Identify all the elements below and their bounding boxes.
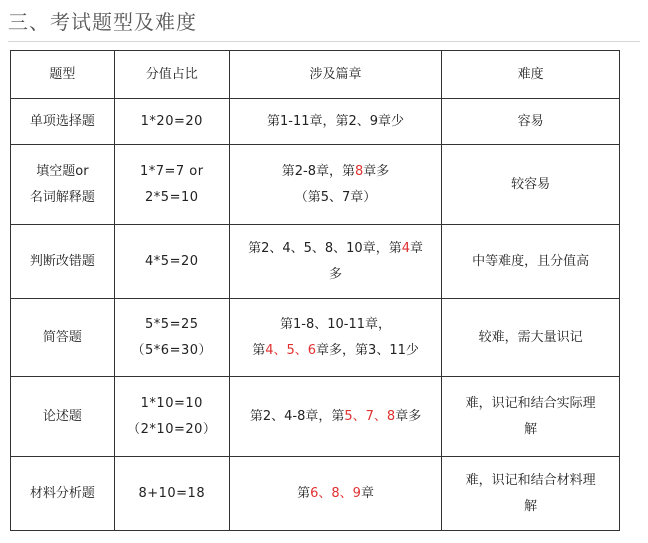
cell-chapters-line [238, 236, 434, 262]
cell-difficulty [442, 377, 620, 457]
cell-question-type-line: 填空题or [36, 163, 89, 179]
cell-difficulty [442, 299, 620, 377]
highlighted-chapter-text: 4、5、6 [265, 342, 317, 358]
cell-difficulty-line: 难，识记和结合实际理 [465, 395, 596, 411]
exam-question-types-table [10, 50, 620, 531]
section-heading: 三、考试题型及难度 [8, 10, 197, 34]
cell-score-line: 4*5=20 [145, 253, 199, 269]
cell-question-type [11, 299, 115, 377]
cell-score [114, 299, 229, 377]
chapter-text: 章多 [395, 408, 422, 424]
cell-score-line: 2*5=10 [145, 189, 199, 205]
table-header-row [11, 51, 620, 99]
table-row [11, 377, 620, 457]
cell-question-type-line: 材料分析题 [29, 485, 95, 501]
cell-question-type-line: 名词解释题 [29, 189, 95, 205]
cell-difficulty-line: 解 [524, 498, 538, 514]
cell-score-line: 1*10=10 [140, 395, 203, 411]
cell-difficulty [442, 225, 620, 299]
cell-score [114, 99, 229, 145]
table-row [11, 145, 620, 225]
cell-score [114, 457, 229, 531]
table-row [11, 225, 620, 299]
cell-chapters-line [238, 338, 434, 364]
cell-score-line: （5*6=30） [131, 342, 213, 358]
chapter-text: 第2-8章，第 [281, 163, 355, 179]
highlighted-chapter-text: 8 [355, 163, 364, 179]
cell-chapters [229, 377, 442, 457]
cell-score-line: （2*10=20） [127, 421, 217, 437]
cell-chapters [229, 99, 442, 145]
chapter-text: 第 [252, 342, 266, 358]
header-question-type: 题型 [11, 51, 115, 99]
highlighted-chapter-text: 4 [401, 240, 410, 256]
cell-question-type-line: 判断改错题 [29, 253, 95, 269]
cell-question-type-line: 论述题 [42, 408, 82, 424]
chapter-text: 章多，第3、11少 [316, 342, 419, 358]
cell-chapters-line [238, 312, 434, 338]
cell-question-type [11, 225, 115, 299]
cell-difficulty [442, 99, 620, 145]
cell-chapters [229, 145, 442, 225]
cell-score-line: 1*7=7 or [139, 163, 204, 179]
cell-difficulty [442, 145, 620, 225]
chapter-text: 第2、4、5、8、10章，第 [248, 240, 402, 256]
chapter-text: 第2、4-8章，第 [249, 408, 345, 424]
cell-chapters-line [238, 481, 434, 507]
cell-chapters-line [238, 185, 434, 211]
chapter-text: 第1-8、10-11章， [280, 316, 392, 332]
chapter-text: （第5、7章） [294, 189, 377, 205]
cell-chapters-line [238, 262, 434, 288]
cell-question-type [11, 99, 115, 145]
cell-difficulty-line: 难，识记和结合材料理 [465, 472, 596, 488]
cell-question-type [11, 457, 115, 531]
cell-score-line: 8+10=18 [138, 485, 206, 501]
table-row [11, 457, 620, 531]
cell-question-type [11, 145, 115, 225]
cell-score [114, 377, 229, 457]
cell-question-type-line: 简答题 [42, 329, 82, 345]
chapter-text: 章 [360, 485, 374, 501]
chapter-text: 第1-11章，第2、9章少 [267, 113, 405, 129]
header-difficulty: 难度 [442, 51, 620, 99]
highlighted-chapter-text: 5、7、8 [344, 408, 396, 424]
cell-question-type-line: 单项选择题 [29, 113, 95, 129]
cell-difficulty-line: 容易 [517, 113, 544, 129]
header-chapters: 涉及篇章 [229, 51, 442, 99]
cell-chapters [229, 225, 442, 299]
cell-chapters-line [238, 109, 434, 135]
cell-question-type [11, 377, 115, 457]
cell-difficulty-line: 解 [524, 421, 538, 437]
cell-chapters [229, 299, 442, 377]
cell-score-line: 5*5=25 [145, 316, 199, 332]
cell-difficulty-line: 较难，需大量识记 [478, 329, 583, 345]
cell-score [114, 145, 229, 225]
cell-difficulty [442, 457, 620, 531]
header-score-ratio: 分值占比 [114, 51, 229, 99]
chapter-text: 章 [409, 240, 423, 256]
table-row [11, 299, 620, 377]
highlighted-chapter-text: 6、8、9 [310, 485, 361, 501]
cell-score-line: 1*20=20 [140, 113, 203, 129]
chapter-text: 多 [329, 266, 343, 282]
cell-chapters-line [238, 404, 434, 430]
heading-divider [8, 41, 640, 42]
chapter-text: 第 [297, 485, 311, 501]
cell-chapters-line [238, 159, 434, 185]
cell-difficulty-line: 较容易 [511, 176, 551, 192]
cell-difficulty-line: 中等难度，且分值高 [472, 253, 590, 269]
table-row [11, 99, 620, 145]
chapter-text: 章多 [363, 163, 390, 179]
cell-chapters [229, 457, 442, 531]
cell-score [114, 225, 229, 299]
